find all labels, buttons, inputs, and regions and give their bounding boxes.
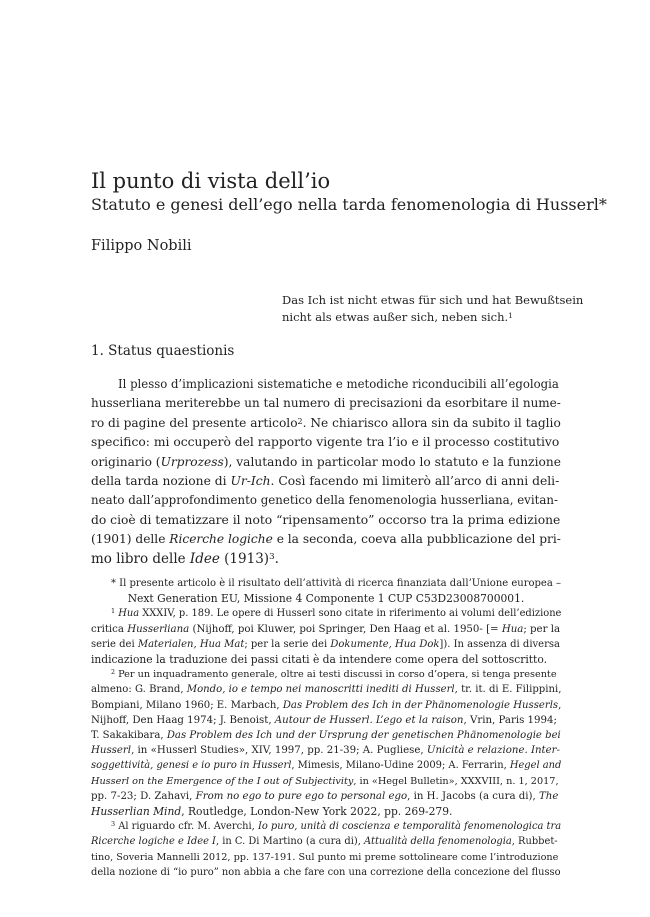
- footnote-line: tino, Soveria Mannelli 2012, pp. 137-191. Sul punto mi preme sottolineare come l’introduzione: [91, 851, 559, 863]
- footnote-line: soggettività, genesi e io puro in Husserl, Mimesis, Milano-Udine 2009; A. Ferrarin, Hegel and: [91, 760, 562, 772]
- text-line: mo libro delle Idee $(1913)^3$.: [91, 550, 279, 567]
- footnote-line: Next Generation EU, Missione 4 Componente 1 CUP C53D23008700001.: [127, 592, 525, 606]
- text-line: della tarda nozione di Ur-Ich. Così facendo mi limiterò all’arco di anni deli-: [91, 474, 560, 489]
- footnote-line: T. Sakakibara, Das Problem des Ich und der Ursprung der genetischen Phänomenologie bei: [91, 730, 561, 742]
- footnote-line: pp. 7-23; D. Zahavi, From no ego to pure ego to personal ego, in H. Jacobs (a cura di), The: [91, 790, 559, 802]
- footnote-line: Ricerche logiche e Idee I, in C. Di Martino (a cura di), Attualità della fenomenologia, Rubbet-: [91, 836, 558, 848]
- text-line: Il plesso d’implicazioni sistematiche e metodiche riconducibili all’egologia: [118, 377, 559, 391]
- footnote-line: $^2$ Per un inquadramento generale, oltre ai testi discussi in corso d’opera, si tenga presente: [111, 669, 557, 681]
- footnote-line: della nozione di “io puro” non abbia a che fare con una correzione della concezione del flusso: [91, 866, 561, 878]
- epigraph-line: nicht als etwas außer sich, neben sich.$^1$: [282, 310, 513, 324]
- footnote-mark: 3: [269, 551, 275, 562]
- footnotes: [91, 576, 561, 880]
- footnote-line: $^1$ Hua XXXIV, p. 189. Le opere di Husserl sono citate in riferimento ai volumi dell’edizione: [111, 607, 562, 620]
- text-line: neato dall’approfondimento genetico della fenomenologia husserliana, evitan-: [91, 493, 558, 508]
- footnote-line: almeno: G. Brand, Mondo, io e tempo nei manoscritti inediti di Husserl, tr. it. di E. Filippini,: [91, 684, 562, 696]
- footnote-line: Nijhoff, Den Haag 1974; J. Benoist, Autour de Husserl. L’ego et la raison, Vrin, Paris 1994;: [91, 714, 557, 726]
- footnote-line: Husserl on the Emergence of the I out of Subjectivity, in «Hegel Bulletin», XXXVIII, n. 1, 2017,: [91, 775, 559, 787]
- text-line: specifico: mi occuperò del rapporto vigente tra l’io e il processo costitutivo: [91, 435, 560, 450]
- footnote-line: serie dei Materialen, Hua Mat; per la serie dei Dokumente, Hua Dok]). In assenza di diversa: [91, 638, 560, 650]
- footnote-line: Husserl, in «Husserl Studies», XIV, 1997, pp. 21-39; A. Pugliese, Unicità e relazione. Inter-: [91, 745, 560, 757]
- footnote-line: critica Husserliana (Nijhoff, poi Kluwer, poi Springer, Den Haag et al. 1950- [= Hua; per la: [91, 623, 561, 635]
- article-subtitle: Statuto e genesi dell’ego nella tarda fenomenologia di Husserl*: [91, 195, 607, 214]
- footnote-line: * Il presente articolo è il risultato dell’attività di ricerca finanziata dall’Unione europea –: [111, 578, 561, 589]
- article-title: Il punto di vista dell’io: [91, 169, 331, 193]
- footnote-line: Bompiani, Milano 1960; E. Marbach, Das Problem des Ich in der Phänomenologie Husserls,: [91, 699, 562, 711]
- footnote-mark: 2: [297, 416, 303, 426]
- text-line: husserliana meriterebbe un tal numero di precisazioni da esorbitare il nume-: [91, 396, 561, 411]
- text-line: (1901) delle Ricerche logiche e la seconda, coeva alla pubblicazione del pri-: [91, 532, 561, 547]
- author-name: Filippo Nobili: [91, 238, 192, 254]
- epigraph: [282, 292, 583, 326]
- body-paragraph: [91, 375, 561, 569]
- text-line: do cioè di tematizzare il noto “ripensamento” occorso tra la prima edizione: [91, 512, 561, 527]
- epigraph-line: Das Ich ist nicht etwas für sich und hat Bewußtsein: [282, 293, 584, 307]
- footnote-line: Husserlian Mind, Routledge, London-New York 2022, pp. 269-279.: [91, 805, 453, 819]
- footnote-mark: 1: [508, 311, 513, 320]
- section-heading: 1. Status quaestionis: [91, 343, 235, 359]
- footnote-line: $^3$ Al riguardo cfr. M. Averchi, Io puro, unità di coscienza e temporalità fenomenologica tra: [111, 820, 562, 833]
- text-line: originario (Urprozess), valutando in particolar modo lo statuto e la funzione: [91, 454, 561, 469]
- text-line: ro di pagine del presente articolo$^2$. Ne chiarisco allora sin da subito il taglio: [91, 415, 561, 430]
- footnote-line: indicazione la traduzione dei passi citati è da intendere come opera del sottoscritto.: [91, 653, 547, 667]
